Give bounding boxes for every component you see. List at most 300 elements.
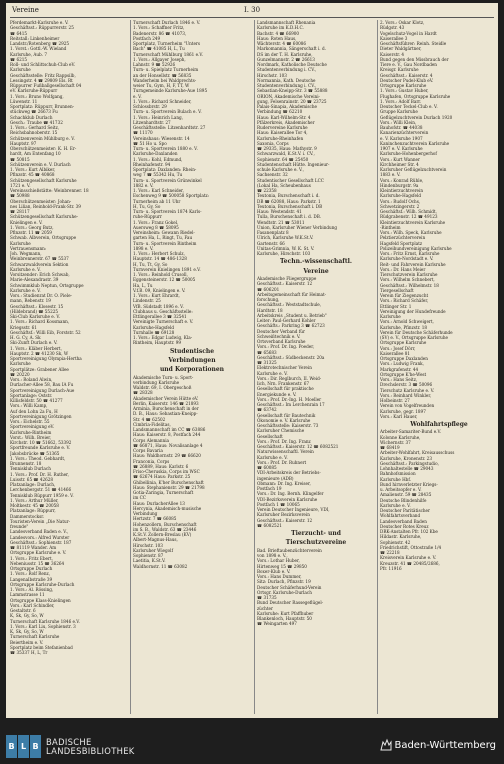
- directory-line: Langenalbstraße 39: [10, 576, 53, 582]
- directory-line: Schwab. Albverein, Ortsgruppe: [10, 235, 77, 241]
- directory-line: VDI-Bezirksverein Karlsruhe: [257, 496, 318, 502]
- directory-line: Vors.: Karl Schindler,: [10, 602, 55, 608]
- directory-line: 1898 e. V.: [133, 245, 154, 251]
- column-divider: [377, 20, 378, 714]
- directory-line: Pfälzerkreis, Akademischer: [257, 119, 315, 125]
- directory-line: Joh. Wegmann,: [10, 251, 42, 256]
- directory-line: Sportvereinigung eV.: [10, 424, 55, 430]
- directory-line: Schwarzwald, K.St.V. i. CV.,: [257, 151, 315, 157]
- directory-line: 1. Vors.: Kohl, Edmund,: [133, 156, 183, 162]
- section-heading: Wohlfahrtspflege: [410, 421, 468, 428]
- directory-line: Weinbrennerstr. 67 ☎ 5537: [10, 256, 69, 262]
- directory-line: Oberschützenmeister: K. H. Er-: [10, 146, 77, 151]
- directory-line: Teutonia, Burschenschaft i. d.: [257, 193, 320, 199]
- directory-line: Badenerstr. 86 ☎ 41073,: [133, 30, 187, 36]
- directory-line: Rudervereine Karlsruhe: [257, 125, 308, 130]
- directory-line: Vors.: Fritz Ernst, Karlsruhe: [380, 251, 440, 256]
- directory-line: freunde": [10, 524, 29, 529]
- directory-line: Rüdgstr. 43: [380, 25, 405, 31]
- directory-line: DB ☎ 62088, Haus: Parkstr. 1: [257, 198, 321, 204]
- directory-line: Reitstall: Linkenheimer: [10, 35, 60, 41]
- directory-line: Geschäftsstelle: Litzenhardtstr. 27: [133, 125, 206, 130]
- directory-line: Geschäftsst.: Rüppurrerstr. 25: [10, 25, 74, 31]
- directory-line: Platzanlage: Durlach,: [10, 482, 56, 487]
- directory-line: Brunnenstr. 18: [10, 461, 42, 466]
- directory-line: Vors.: Prof. Dr. Ing. Poeder,: [257, 344, 315, 350]
- directory-line: Schwimmklub Neptun, Ortsgruppe: [10, 282, 84, 288]
- directory-line: 1. Vors.: Reinhold Crusoll,: [133, 272, 188, 277]
- directory-line: Palais-Sinapia, Akademische: [257, 104, 317, 109]
- directory-line: Geschäftsst.: Parkingstudio,: [380, 460, 439, 466]
- directory-line: 1. Vors.: Rolf Renz,: [10, 571, 51, 577]
- directory-line: Haus: Waldhornstr. 29 ☎ 66620: [133, 453, 201, 459]
- directory-line: 1. Vors.: Gustav Huber,: [380, 88, 429, 94]
- directory-line: Auersweg 8 ☎ 58095: [133, 224, 179, 230]
- directory-line: 1. Vors.: Franz Gokel,: [133, 219, 179, 225]
- directory-line: Ortsverband Karlsruhe: [257, 339, 306, 345]
- directory-line: 1. Vors.: Herbert Schulz,: [133, 251, 185, 256]
- directory-line: Haus: DurlacherAllee 13: [133, 500, 185, 506]
- directory-line: Eschenweg 9 ☎ 500058 Sportplatz:: [133, 193, 210, 199]
- directory-line: Vors.: Dir. Reglburch, II. Weid-: [257, 375, 322, 381]
- directory-line: ☎ 28117: [10, 209, 30, 214]
- directory-line: Beiertheim e. V.: [10, 639, 44, 645]
- directory-line: Tiere e. V., Gau Nordbaden: [380, 62, 437, 67]
- directory-line: Turnerschaft Karlsruhe 1846 e.V.: [10, 618, 80, 624]
- directory-line: Marie-Alexandrastr. 39: [10, 277, 59, 283]
- directory-line: ☎ 606201: [257, 286, 280, 292]
- directory-line: Kaninchenzuchtverein Karlsruhe: [380, 140, 450, 146]
- directory-line: Hercynia, Akademisch-musische: [133, 505, 202, 511]
- directory-line: Sportplatz, Turnerheim "Unters: [133, 41, 201, 46]
- directory-line: Verein für Ziegenzucht: [380, 293, 429, 298]
- directory-line: Sportplätze: Grabener Allee: [10, 366, 69, 372]
- directory-line: Ökonomie e. V. Karlsruhe: [257, 417, 311, 423]
- directory-line: ☎ 28328: [133, 390, 153, 396]
- directory-line: 1. Vors.: Theod. Gebhardt,: [10, 455, 66, 461]
- directory-line: Vors.: Reinhard Winkler,: [380, 392, 432, 398]
- directory-line: Lahnstr. 9 ☎ 52926: [133, 62, 176, 67]
- directory-line: Karlsruhe: [10, 67, 31, 73]
- directory-line: K, Sk, Gy, So, W: [10, 629, 44, 634]
- directory-line: Karlsruhe: [380, 314, 401, 319]
- directory-line: Eggensteinerstr. 12 ☎ 50005: [133, 277, 196, 283]
- directory-line: Ortsgruppe Karlsruhe: [380, 83, 427, 88]
- directory-line: Karlsruhe im K.D.H.C.: [257, 25, 304, 31]
- directory-line: Corps Alemannia: [133, 437, 170, 443]
- directory-line: Vors.: Lothar Huber,: [257, 558, 300, 564]
- directory-line: Landesverband Baden e. V.,: [10, 529, 69, 535]
- directory-line: u. Arbeitsopfer e. V.: [380, 487, 422, 493]
- directory-line: Landesverband Baden: [380, 518, 427, 524]
- directory-line: Friso-Cheruskia, Corps im WSC: [133, 469, 200, 475]
- directory-line: Karlsruhe, Kronenstr. 23: [380, 455, 432, 461]
- directory-line: Sophienstr. 87: [133, 553, 164, 559]
- directory-line: Geschäftsst.: Kaiserstr. 12 ☎ 6082521: [257, 444, 339, 450]
- directory-line: Geschäftsf.: Wilh. Schmidt,: [380, 209, 437, 214]
- state-crest-icon: [378, 737, 394, 753]
- directory-line: Knielingen e. V.: [10, 219, 43, 225]
- directory-line: Verein von Vogelfreunden: [380, 403, 435, 409]
- directory-line: Verbindung: [133, 511, 158, 517]
- directory-line: Friedrichstift, Ottostraße 1/4: [380, 544, 442, 550]
- directory-line: züchter: [257, 605, 273, 611]
- directory-line: Karlsruhe e. V.: [257, 454, 288, 460]
- directory-line: Geschäftsst.: Sophienstr. 187: [10, 539, 72, 545]
- directory-line: Turnerheim ab 11 Uhr: [133, 198, 181, 204]
- directory-line: 1. Vors.: Heinrich Lang,: [133, 114, 184, 120]
- directory-line: Schachklub Durlach: [10, 114, 53, 120]
- directory-line: Turnerschaft Mühlburg 1861 e.V.: [133, 51, 203, 57]
- logo-letter: B: [30, 735, 42, 758]
- directory-line: an der Honsellstr. ☎ 56835: [133, 72, 192, 78]
- directory-line: Postfach 1 ☎ 10065: [257, 501, 300, 507]
- directory-line: Arbeitsgemeinschaft für Heimat-: [257, 291, 327, 297]
- directory-line: Bauhofstr. ☎ 44038: [380, 125, 423, 130]
- directory-line: ☎ 62674 Haus: Parkstr. 25: [133, 474, 191, 480]
- directory-line: 1883 e. V.: [380, 172, 401, 178]
- directory-line: Deutscher Teckel-Club e. V.: [380, 104, 438, 109]
- directory-line: ruhe-Rüppurr: [133, 214, 162, 220]
- directory-line: Bahnhofsmission: [380, 471, 416, 477]
- directory-line: Fasanenplatz 8: [257, 230, 289, 235]
- directory-line: Turn- u. Sportverein 1874 Karls-: [133, 209, 202, 214]
- directory-line: Studentenverbindung i. CV.,: [257, 67, 317, 73]
- directory-line: Pelztierzüchterverein: [380, 235, 426, 241]
- directory-line: ☎ 22358: [257, 188, 277, 193]
- directory-line: Hirschstr. 103: [257, 72, 287, 78]
- directory-line: Gartenstr. 66: [257, 240, 285, 246]
- directory-line: ☎ Weingarten 497: [257, 621, 297, 627]
- directory-line: Franconia, Corps: [133, 458, 170, 464]
- directory-line: Ettlingerallee 3 ☎ 32541: [133, 314, 187, 319]
- directory-line: Hauptstr. 97: [10, 140, 37, 146]
- directory-line: Sportvereinigung Durlach-Aue: [10, 387, 75, 393]
- directory-line: Karlsruhe: [10, 240, 31, 246]
- directory-line: Postfach 249: [133, 35, 161, 41]
- logo-letter: B: [6, 735, 18, 758]
- directory-line: ☎ 31735: [257, 595, 277, 601]
- column-divider: [130, 20, 131, 714]
- directory-line: Hindenburgstr. 9a: [380, 182, 419, 188]
- directory-line: Ortsgruppe Karlsruhe e. V.: [10, 550, 67, 556]
- directory-line: ☎ 31325: [257, 360, 277, 366]
- directory-line: Karlsruhe-Hohenbergerhof: [380, 151, 437, 157]
- directory-line: Sportvereinigung Olympia-Hertha: [10, 356, 82, 361]
- directory-line: Schwarzwaldverein Sektion: [10, 261, 69, 267]
- directory-line: Vors.: Willi Kamp,: [10, 403, 48, 409]
- directory-line: Sportfreunde Karlsruhe e. V.: [10, 445, 71, 451]
- directory-line: Studentenschaft Hütte. Ingenieur-: [257, 161, 330, 167]
- directory-line: Ortsgruppe Klass-Knielingen: [10, 597, 71, 603]
- directory-line: 1. Vors.: Karl Liu, Sophienstr. 3: [10, 623, 76, 629]
- directory-line: Verbindung ☎ 62210: [257, 109, 303, 115]
- directory-line: Turn- u. Sportverein Bulach e. V.: [133, 109, 202, 115]
- directory-line: H, Tu, Gy, So: [133, 203, 161, 209]
- directory-line: ☎ 22218: [380, 550, 400, 556]
- directory-line: Karlsruhe-Rheinhafen: [257, 135, 304, 141]
- directory-line: K.St.V. Zollern-Breslau (KV): [133, 532, 192, 538]
- directory-line: Haus: Kaiserstr. 8, Postfach 244: [133, 432, 201, 438]
- directory-line: ORION, Akademische Vereini-: [257, 93, 320, 99]
- directory-line: Lohnhaltestelle ☎ 29043: [380, 466, 434, 472]
- directory-line: Geschäftsst.: Kaiserstr. 12: [257, 517, 313, 523]
- directory-line: Vors.: Josef Dörr,: [380, 345, 416, 351]
- directory-line: Waldhornstr. 11 ☎ 63082: [133, 563, 188, 569]
- directory-line: Vereinigung der Hundefreunde: [380, 308, 446, 314]
- directory-line: Gruppe Karlsruhe: [380, 109, 418, 115]
- directory-line: Deutscher Verband für: [257, 328, 305, 334]
- directory-line: Vors.: Prof. Dr. Ruhnert: [257, 459, 307, 465]
- directory-line: Hohenzollern, Burschenschaft: [133, 521, 197, 527]
- directory-line: Karlsruhe-Hagsfeld: [133, 324, 174, 330]
- directory-line: Reit- und Fahrverein Karlsruhe: [380, 261, 446, 267]
- directory-line: Kleintierzuchtverein: [380, 188, 423, 193]
- directory-line: Arminia, Burschenschaft in der: [133, 406, 199, 412]
- directory-line: Kreuzstr. 41 ☎ 20485/2686,: [380, 560, 440, 566]
- directory-line: Lessingstr. 4 ☎ 29809 Els. Rt: [10, 77, 73, 83]
- directory-line: Holbeinstr. 27: [380, 398, 410, 403]
- directory-line: Karlsruhe: [10, 361, 31, 367]
- directory-line: Hirschstr. 103: [133, 542, 163, 548]
- directory-line: Lammstrasse 11: [10, 592, 45, 598]
- directory-line: Sebastian-Kneipp-Str. 3 ☎ 55888: [257, 88, 328, 94]
- directory-line: K, Sk, Gy, So, W: [10, 613, 44, 619]
- directory-line: Gunzelmannstr. 2 ☎ 26613: [257, 56, 315, 62]
- directory-line: 1. Vors.: Gerhard Seitz,: [10, 125, 60, 130]
- directory-line: Akademische Fliegergruppe: [257, 276, 317, 282]
- directory-line: 1. Vors.: Al. Rössing,: [10, 587, 54, 592]
- directory-line: Nebeniusstr. 15 ☎ 36264: [10, 560, 65, 566]
- directory-line: Tennisklub Durlach: [10, 466, 51, 472]
- directory-line: Haus: Westendstr. 41: [257, 209, 302, 214]
- directory-line: Kanarienzüchterverein: [380, 130, 429, 136]
- directory-line: 1. Vorst.: Gottl.-W. Wieland: [10, 46, 67, 52]
- directory-line: 1. Vors.: Allgayer Joseph,: [133, 56, 186, 62]
- directory-line: Vors.: Kurt Wanner: [380, 156, 420, 162]
- directory-line: Laetitia, K.St.V.: [133, 558, 166, 564]
- directory-line: Kirchheimer Str. 4: [380, 161, 419, 167]
- directory-line: Turnverein Knielingen 1891 e.V.: [133, 266, 201, 272]
- directory-line: im S. B., Waldstr. 63 ☎ 23446: [133, 526, 197, 532]
- directory-line: Vors.: Konrad Rühle,: [380, 177, 424, 183]
- directory-line: Bach" ☎ 41085 H, L, Tu: [133, 46, 185, 52]
- directory-line: Bund gegen den Missbrauch der: [380, 56, 449, 62]
- directory-line: Turn- u. Spielplatz Turnerheim: [133, 67, 199, 73]
- directory-line: Geschäftsst.: Südbeckenstr. 20a: [257, 354, 325, 360]
- directory-line: Kriegsstr. 61: [10, 324, 37, 330]
- directory-line: stückweg ☎ 26673 Fu: [10, 109, 58, 115]
- directory-line: Gotia-Zaringia, Turnerschaft: [133, 490, 194, 496]
- directory-line: 1. Vors.: Kläber Herbert,: [10, 345, 62, 351]
- directory-line: Clubhaus u. Geschäftsstelle:: [133, 308, 193, 314]
- directory-line: Ortsgruppe Daxlanden: [380, 356, 428, 361]
- directory-line: Vors.: Richard Schäfer,: [380, 298, 429, 304]
- directory-line: ☎ 6082521: [257, 522, 282, 528]
- directory-line: Durlacher-Allee 58, Bau IA Fu: [10, 382, 74, 388]
- directory-line: Amalienstr. 59 ☎ 28435: [380, 492, 432, 498]
- directory-line: Geschäftsst.: Weststadtschule,: [257, 302, 322, 308]
- directory-line: Naturwissenschaftl. Verein: [257, 449, 314, 455]
- directory-line: Vereinsheim: Gewann Riedel-: [133, 230, 195, 235]
- directory-line: Union, Karlsruher Wiener Verbindung: [257, 224, 338, 230]
- directory-line: Karlsruher Bezirksverein: [257, 512, 310, 518]
- directory-line: Kirchstr. 10 ☎ 51662, 53392: [10, 440, 72, 445]
- directory-line: Hagsfeld Sportplatz: [380, 240, 423, 246]
- directory-line: Ortsgruppe Durlach: [10, 566, 53, 571]
- directory-line: Lüwenstr. 11: [10, 98, 38, 104]
- section-heading: Tierzucht- und: [291, 530, 341, 538]
- directory-line: ☎ 11170: [133, 130, 153, 136]
- directory-line: Vorsitzender: Erich Schwab,: [10, 272, 70, 277]
- directory-line: Roll- und Schlittschuh-Club eV.: [10, 62, 76, 67]
- directory-line: Touristen-Verein „Die Natur-: [10, 518, 71, 524]
- directory-line: Vors.: Wilhelm Schnebert,: [380, 277, 435, 283]
- directory-line: Vors.: Eichelstr. 55: [10, 419, 50, 424]
- directory-line: Vors.: Willi Klein,: [380, 119, 417, 125]
- directory-line: Verein für Deutsche Schäferhunde: [380, 329, 453, 335]
- directory-line: Deutscher Schäferhund-Verein: [257, 584, 322, 590]
- directory-line: 1. Vors.: Fritz Ebert,: [10, 555, 53, 561]
- directory-line: Wendtstr. 21 ☎ 53011: [257, 219, 305, 225]
- directory-line: Pfinzstr. 45 ☎ 40868: [10, 172, 55, 178]
- directory-line: Tulla, Burschenschaft i. d. DB.: [257, 214, 322, 220]
- directory-line: Karlsruhe e. V.: [10, 266, 41, 272]
- directory-line: Leiter: Paul-Gerhard Kohler: [257, 318, 316, 324]
- directory-line: Haus: Roten Haus,: [257, 35, 297, 41]
- directory-line: Hildastr. Karlsruhe,: [380, 534, 422, 540]
- directory-line: Wächterstr. 4 ☎ 60086: [257, 41, 306, 46]
- directory-line: 1. Vors.: Bruno Wolfgang,: [10, 93, 64, 99]
- directory-line: Karlsruhe: Kurt Pfaffhuber: [257, 610, 314, 616]
- directory-line: Gesellschaft für praktische: [257, 386, 314, 392]
- directory-line: Vors.: Hans Seitz,: [380, 377, 418, 382]
- directory-line: Rheinhafenstr. 94: [133, 161, 171, 167]
- directory-line: Elektrotechnischer Verein: [257, 365, 312, 371]
- directory-line: Haus: Stephanienstr. 29 ☎ 21798: [133, 484, 205, 490]
- directory-line: Saxonia, Corps: [257, 140, 289, 146]
- directory-line: Vors.: Studienrat Dr. O. Piele-: [10, 293, 72, 298]
- directory-line: Tiergesellschaft: [380, 287, 414, 293]
- directory-line: Ortsgr. Karlsruhe-Durlach: [257, 589, 312, 595]
- directory-line: weg 7 ☎ 55342 Hu, Tu: [133, 172, 183, 178]
- section-heading: und Korporationen: [159, 366, 225, 374]
- directory-line: Vors.: Wilh. Speck, Karlsruhe: [380, 230, 442, 235]
- directory-line: Ghibellinia, K'her Burschenschaft: [133, 479, 204, 485]
- directory-line: Kaiserallee 3: [380, 35, 408, 41]
- directory-line: Litzenhardtstr. 27: [133, 119, 171, 125]
- directory-line: Arbeiter-Wohlfahrt, Kreisausschuss: [380, 450, 455, 456]
- directory-line: 2. Vors.: Oskar Klotz,: [380, 20, 425, 25]
- directory-line: Vereinigte Turnerschaft e. V.: [133, 319, 194, 325]
- directory-line: Markomannia, Sängerschaft i. d.: [257, 46, 326, 52]
- directory-line: Vertrauensmann:: [10, 245, 47, 251]
- directory-line: Wanderheim bei Waldprechts-: [133, 77, 197, 83]
- directory-line: Arbeitskreis „Student u. Betrieb": [257, 312, 327, 318]
- directory-line: Ski-Club Karlsruhe e. V.: [10, 314, 60, 319]
- directory-line: DS im der T. H. Karlsruhe,: [257, 51, 313, 57]
- directory-line: Deutscher Rotes Kreuz: [380, 523, 429, 529]
- directory-line: Nordmark, Katholische Deutsche: [257, 62, 327, 67]
- directory-line: Karlsruher Chemische: [257, 428, 305, 434]
- document-page: [6, 3, 498, 718]
- directory-line: ☎ 50988: [10, 193, 30, 199]
- directory-line: Auf den Lohn 2a Fu, H: [10, 408, 58, 414]
- directory-line: Turn- u. Sportverein Grünwinkel: [133, 177, 202, 183]
- directory-line: 1. Vors.: Prof. Dr. H. Ruther,: [10, 471, 69, 477]
- directory-line: e. V. Karlsruhe 1907: [380, 135, 423, 141]
- directory-line: von 1898 e. V.,: [257, 553, 288, 559]
- directory-line: weier Tu, Gym, H, F, TT, W: [133, 83, 190, 88]
- logo-letter: L: [18, 735, 30, 758]
- directory-line: Flughafen, Ortsgruppe Karlsruhe: [380, 93, 451, 99]
- directory-line: Geflügelzuchtverein Durlach 1920: [380, 114, 453, 120]
- directory-line: Geschäftsstelle: Fritz Rappsilb,: [10, 72, 76, 78]
- page-header: [10, 4, 494, 18]
- state-name: Baden-Württemberg: [394, 740, 496, 751]
- viewer-footer: [0, 728, 504, 764]
- directory-line: Sachsenstr. 32: [257, 172, 288, 178]
- directory-line: Sportanlage: Oststr.: [10, 392, 53, 398]
- directory-line: Ha, L, Tu: [133, 282, 153, 288]
- directory-line: Ortsgruppe Karlsruhe: [380, 340, 427, 346]
- directory-line: garten Ha, L, Ringt, Tu, Fau: [133, 235, 193, 241]
- directory-line: im CC: [133, 495, 146, 501]
- directory-line: Geschäftsf.: Willi Eib, Forststr. 52: [10, 329, 81, 335]
- directory-line: 1. Vors.: Georg Butz,: [10, 224, 54, 230]
- directory-line: Bund Deutscher Rassegeflügel-: [257, 600, 324, 606]
- directory-line: Vereinshaus: Wiesenstr. 14: [133, 135, 190, 141]
- directory-line: Tierschutzverein Karlsruhe: [380, 272, 438, 277]
- directory-line: Rintheim, Hauptstr. 99: [133, 340, 182, 346]
- directory-line: Geschäfts.: Parkring 3 ☎ 62723: [257, 323, 325, 329]
- directory-line: Kaiserallee 81: [380, 350, 411, 356]
- directory-line: ☎ 51 Ho u. Spo: [133, 140, 167, 146]
- directory-line: Geschäftsst.: Kaiserstr. 12: [257, 281, 313, 287]
- directory-line: Cimbria-Fidelitas,: [133, 421, 171, 427]
- directory-line: gung, Felsenrainstr. 20 ☎ 23725: [257, 98, 327, 104]
- directory-line: Deutscher Pudel-Klub eV.: [380, 77, 434, 83]
- directory-line: Bachstr. 4 ☎ 66900: [257, 30, 300, 36]
- directory-line: Gesellschaft für Bautechnik: [257, 412, 316, 418]
- directory-line: Vors.: Prof. Dr. Ing. Franz: [257, 438, 311, 444]
- column-4: [380, 20, 498, 714]
- directory-line: (SV) e. V., Ortsgruppe Karlsruhe: [380, 335, 448, 340]
- library-name: [46, 738, 135, 756]
- directory-line: Karlsruhe-Rintheim: [10, 429, 52, 435]
- directory-line: Landsmannschaft im CC ☎ 63886: [133, 427, 206, 433]
- directory-line: Vors.: Karl Hauer,: [380, 413, 418, 419]
- directory-line: Gesch.: Traube ☎ 41732: [10, 119, 63, 125]
- directory-line: Gestaltstr. 6: [10, 608, 36, 613]
- section-heading: Verbindungen: [168, 356, 216, 364]
- directory-line: Boxer-Klub e. V.: [257, 568, 291, 574]
- directory-line: Karlsruhe-Daxlanden: [133, 151, 178, 157]
- directory-line: 1907 e. V. Karlsruhe: [380, 146, 423, 151]
- directory-line: Schützenverein e. V. Durlach: [10, 161, 71, 167]
- directory-line: e. V.: [133, 93, 142, 99]
- column-3: [257, 20, 375, 714]
- directory-line: Lindenstr. 25: [133, 298, 161, 304]
- directory-line: Rüppurrer Fußballgesellschaft 04: [10, 83, 82, 88]
- directory-line: Geschäftsführer: Reinh. Steidle: [380, 41, 447, 46]
- directory-line: lich, Nrn. Frankenstr. 67: [257, 381, 309, 387]
- directory-line: Unitas-Grimnia, W. K. St. V.: [257, 245, 315, 251]
- directory-line: Obmann: Dr. Ing. Kreiser,: [257, 480, 311, 486]
- directory-line: Vorst.: Wilh. Breier,: [10, 434, 52, 440]
- directory-line: Ulrich, Karlsruhe W.K.St.V.: [257, 235, 314, 241]
- directory-line: ☎ 35337 H, L, Tr: [10, 650, 48, 655]
